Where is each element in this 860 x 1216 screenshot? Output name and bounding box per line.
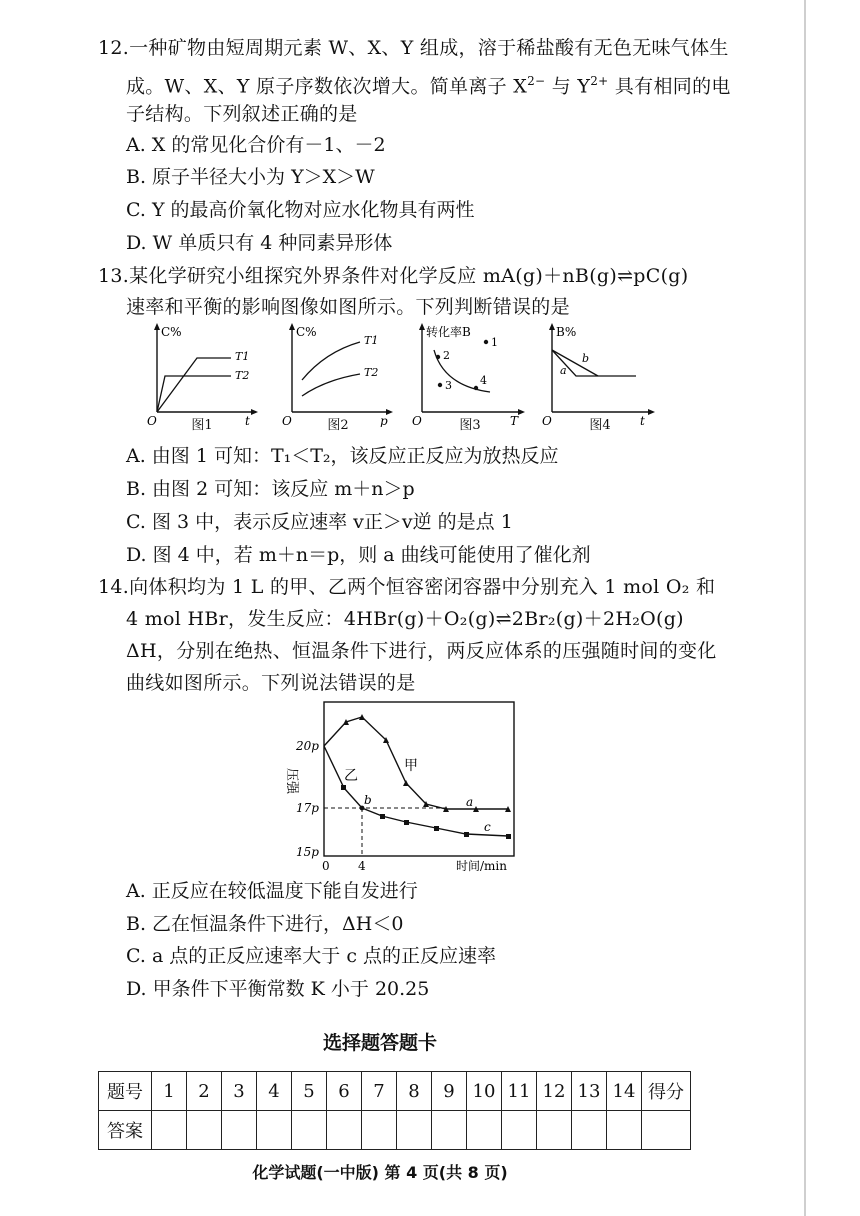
answer-cell[interactable] — [572, 1111, 607, 1150]
fig1-origin: O — [147, 414, 157, 427]
q14-line4: 曲线如图所示。下列说法错误的是 — [126, 672, 416, 694]
answer-cell[interactable] — [257, 1111, 292, 1150]
charge-sup: 2− — [527, 74, 546, 88]
q12-option-d: D. W 单质只有 4 种同素异形体 — [126, 232, 393, 254]
answer-cell[interactable] — [432, 1111, 467, 1150]
fig3-xlabel: T — [510, 414, 519, 427]
fig2-origin: O — [282, 414, 292, 427]
fig2-caption: 图2 — [327, 418, 349, 433]
answer-card-header-row — [99, 1072, 691, 1111]
fig2-xlabel: p — [380, 414, 388, 427]
fig3-point-2: 2 — [443, 349, 450, 362]
fig3-caption: 图3 — [459, 418, 481, 433]
q12-line2 — [126, 67, 731, 100]
question-number-cell: 11 — [502, 1072, 537, 1111]
chart-x-tick-0: 0 — [322, 859, 330, 873]
q14-option-a: A. 正反应在较低温度下能自发进行 — [126, 880, 418, 902]
q12-line3: 子结构。下列叙述正确的是 — [126, 103, 358, 125]
answer-card-title: 选择题答题卡 — [322, 1032, 437, 1054]
question-number-cell: 10 — [467, 1072, 502, 1111]
fig1-curve-t1: T1 — [235, 350, 250, 363]
answer-card-table — [98, 1071, 691, 1150]
q13-option-c: C. 图 3 中，表示反应速率 v正＞v逆 的是点 1 — [126, 511, 513, 533]
q13-line2: 速率和平衡的影响图像如图所示。下列判断错误的是 — [126, 296, 570, 318]
q14-stem: 向体积均为 1 L 的甲、乙两个恒容密闭容器中分别充入 1 mol O₂ 和 — [129, 576, 716, 598]
answer-cell[interactable] — [362, 1111, 397, 1150]
q14-line3: ΔH，分别在绝热、恒温条件下进行，两反应体系的压强随时间的变化 — [126, 640, 717, 662]
q13-line1 — [98, 262, 689, 290]
q12-stem-part: 与 Y — [545, 75, 591, 98]
fig1-curve-t2: T2 — [235, 369, 250, 382]
chart-point-b: b — [364, 793, 372, 807]
q13-option-d: D. 图 4 中，若 m＋n＝p，则 a 曲线可能使用了催化剂 — [126, 544, 591, 566]
q14-option-c: C. a 点的正反应速率大于 c 点的正反应速率 — [126, 945, 497, 967]
answer-label-cell: 答案 — [99, 1111, 152, 1150]
answer-cell[interactable] — [292, 1111, 327, 1150]
fig4-curve-b: b — [582, 352, 590, 365]
question-number-cell: 13 — [572, 1072, 607, 1111]
fig1-caption: 图1 — [191, 418, 213, 433]
fig4-caption: 图4 — [589, 418, 611, 433]
q13-stem: 某化学研究小组探究外界条件对化学反应 mA(g)＋nB(g)⇌pC(g) — [129, 265, 689, 287]
answer-cell[interactable] — [397, 1111, 432, 1150]
question-number-cell: 6 — [327, 1072, 362, 1111]
fig3-origin: O — [412, 414, 422, 427]
chart-point-a: a — [466, 795, 474, 809]
answer-cell[interactable] — [502, 1111, 537, 1150]
question-number-cell: 8 — [397, 1072, 432, 1111]
fig3-point-3: 3 — [445, 379, 452, 392]
fig4-ylabel: B% — [556, 325, 577, 339]
question-number-cell: 1 — [152, 1072, 187, 1111]
question-number-cell: 7 — [362, 1072, 397, 1111]
q12-option-b: B. 原子半径大小为 Y＞X＞W — [126, 166, 375, 188]
chart-series-jia: 甲 — [404, 758, 418, 774]
chart-y-tick-17p: 17p — [296, 801, 319, 815]
fig1-xlabel: t — [245, 414, 250, 427]
header-label-cell: 题号 — [99, 1072, 152, 1111]
fig4-origin: O — [542, 414, 552, 427]
answer-cell[interactable] — [152, 1111, 187, 1150]
fig2-ylabel: C% — [296, 325, 317, 339]
q14-line2: 4 mol HBr，发生反应：4HBr(g)＋O₂(g)⇌2Br₂(g)＋2H₂O(g) — [126, 608, 684, 630]
question-number-cell: 9 — [432, 1072, 467, 1111]
chart-x-tick-4: 4 — [358, 859, 366, 873]
chart-series-yi: 乙 — [344, 768, 358, 784]
q12-option-c: C. Y 的最高价氧化物对应水化物具有两性 — [126, 199, 475, 221]
answer-cell[interactable] — [607, 1111, 642, 1150]
q12-line1 — [98, 34, 729, 62]
answer-cell[interactable] — [222, 1111, 257, 1150]
answer-cell[interactable] — [327, 1111, 362, 1150]
q14-option-d: D. 甲条件下平衡常数 K 小于 20.25 — [126, 978, 430, 1000]
question-number-cell: 2 — [187, 1072, 222, 1111]
chart-ylabel: 压强 — [284, 768, 299, 795]
q12-option-a: A. X 的常见化合价有－1、－2 — [126, 134, 386, 156]
fig3-point-4: 4 — [480, 374, 487, 387]
fig4-xlabel: t — [640, 414, 645, 427]
q12-stem: 一种矿物由短周期元素 W、X、Y 组成，溶于稀盐酸有无色无味气体生 — [129, 37, 729, 59]
question-number-cell: 4 — [257, 1072, 292, 1111]
q13-number: 13. — [98, 265, 130, 287]
chart-xlabel: 时间/min — [456, 859, 507, 873]
score-cell[interactable] — [642, 1111, 691, 1150]
fig2-curve-t2: T2 — [364, 366, 379, 379]
q12-stem-part: 成。W、X、Y 原子序数依次增大。简单离子 X — [126, 75, 528, 98]
fig4-curve-a: a — [560, 364, 567, 377]
question-number-cell: 14 — [607, 1072, 642, 1111]
q13-option-a: A. 由图 1 可知：T₁＜T₂，该反应正反应为放热反应 — [126, 445, 559, 467]
answer-card-answer-row — [99, 1111, 691, 1150]
answer-cell[interactable] — [537, 1111, 572, 1150]
q14-pressure-chart — [276, 698, 526, 877]
q13-option-b: B. 由图 2 可知：该反应 m＋n＞p — [126, 478, 415, 500]
question-number-cell: 5 — [292, 1072, 327, 1111]
q12-stem-part: 具有相同的电 — [608, 75, 731, 98]
score-label-cell: 得分 — [642, 1072, 691, 1111]
q14-line1 — [98, 573, 715, 601]
question-number-cell: 12 — [537, 1072, 572, 1111]
chart-y-tick-20p: 20p — [296, 739, 319, 753]
fig3-point-1: 1 — [491, 336, 498, 349]
fig2-curve-t1: T1 — [364, 334, 379, 347]
q14-option-b: B. 乙在恒温条件下进行，ΔH＜0 — [126, 913, 404, 935]
answer-cell[interactable] — [187, 1111, 222, 1150]
fig3-ylabel: 转化率B — [426, 325, 471, 339]
q14-number: 14. — [98, 576, 130, 598]
q12-number: 12. — [98, 37, 130, 59]
chart-point-c: c — [484, 820, 491, 834]
chart-y-tick-15p: 15p — [296, 845, 319, 859]
page-footer: 化学试题(一中版) 第 4 页(共 8 页) — [252, 1163, 508, 1182]
charge-sup: 2+ — [590, 74, 609, 88]
margin-rule — [804, 0, 806, 1216]
answer-cell[interactable] — [467, 1111, 502, 1150]
question-number-cell: 3 — [222, 1072, 257, 1111]
fig1-ylabel: C% — [161, 325, 182, 339]
